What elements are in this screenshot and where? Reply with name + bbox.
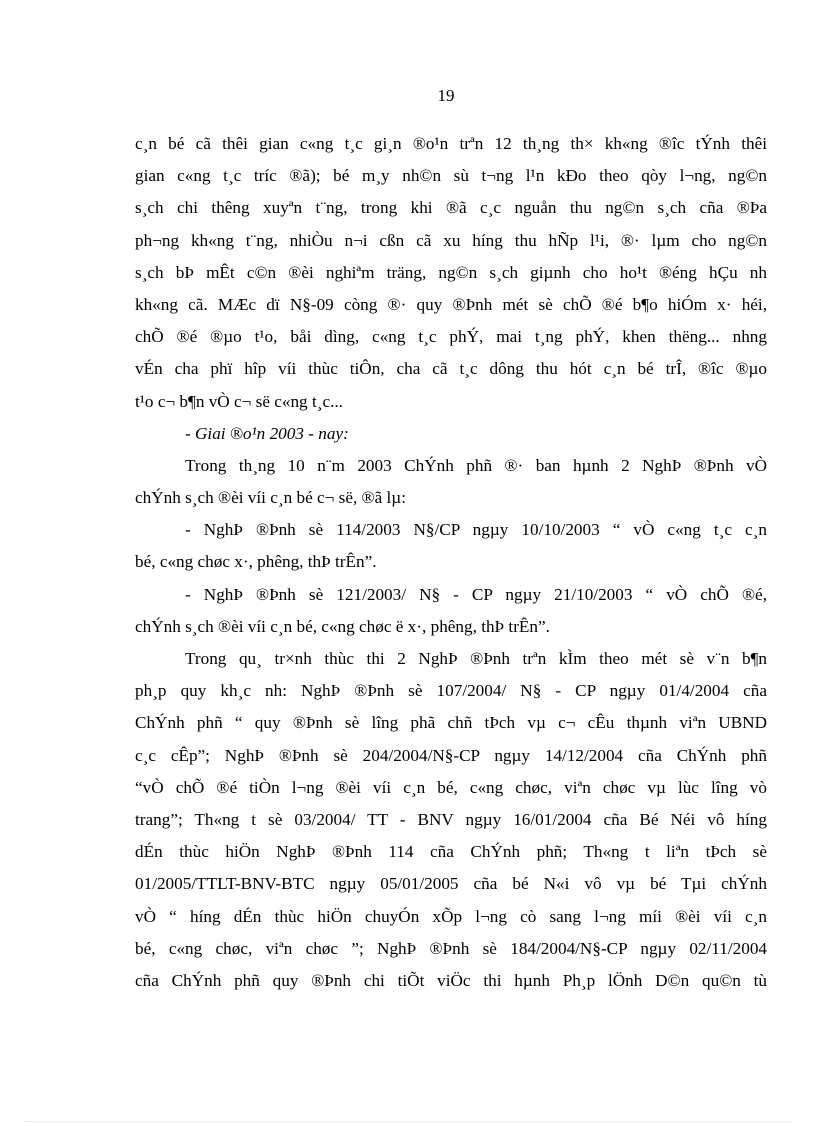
text-line: c¸c cÊp”; NghÞ ®Þnh sè 204/2004/N§-CP ngµy 14/12/2004 cña ChÝnh phñ <box>135 745 767 765</box>
text-line: bé, c«ng chøc x·, phêng, thÞ trÊn”. <box>135 552 377 572</box>
text-line: s¸ch chi thêng xuyªn t¨ng, trong khi ®ã c¸c nguån thu ng©n s¸ch cña ®Þa <box>135 198 767 218</box>
text-line: gian c«ng t¸c tríc ®ã); bé m¸y nh©n sù t¬ng l¹n kÐo theo qòy l¬ng, ng©n <box>135 166 767 186</box>
text-line: chÝnh s¸ch ®èi víi c¸n bé c¬ së, ®ã lµ: <box>135 488 406 508</box>
text-line: cña ChÝnh phñ quy ®Þnh chi tiÕt viÖc thi hµnh Ph¸p lÖnh D©n qu©n tù <box>135 970 767 990</box>
text-line: bé, c«ng chøc, viªn chøc ”; NghÞ ®Þnh sè 184/2004/N§-CP ngµy 02/11/2004 <box>135 938 767 958</box>
text-line: ph¬ng kh«ng t¨ng, nhiÒu n¬i cßn cã xu híng thu hÑp l¹i, ®· lµm cho ng©n <box>135 230 767 250</box>
text-line: c¸n bé cã thêi gian c«ng t¸c gi¸n ®o¹n trªn 12 th¸ng th× kh«ng ®îc tÝnh thêi <box>135 134 767 153</box>
text-line: chÝnh s¸ch ®èi víi c¸n bé, c«ng chøc ë x·, phêng, thÞ trÊn”. <box>135 616 550 636</box>
page-bottom-divider <box>24 1121 792 1122</box>
text-line: t¹o c¬ b¶n vÒ c¬ së c«ng t¸c... <box>135 391 343 411</box>
text-line: kh«ng cã. MÆc dï N§-09 còng ®· quy ®Þnh mét sè chÕ ®é b¶o hiÓm x· héi, <box>135 294 767 314</box>
page-number: 19 <box>437 86 455 105</box>
text-line: 01/2005/TTLT-BNV-BTC ngµy 05/01/2005 cña bé N«i vô vµ bé Tµi chÝnh <box>135 874 767 894</box>
text-line: trang”; Th«ng t sè 03/2004/ TT - BNV ngµy 16/01/2004 cña Bé Néi vô híng <box>135 809 767 829</box>
text-line: Trong qu¸ tr×nh thùc thi 2 NghÞ ®Þnh trªn kÌm theo mét sè v¨n b¶n <box>185 649 767 668</box>
text-line: “vÒ chÕ ®é tiÒn l¬ng ®èi víi c¸n bé, c«ng chøc, viªn chøc vµ lùc lîng vò <box>135 777 767 797</box>
text-line: vÉn cha phï hîp víi thùc tiÔn, cha cã t¸c dông thu hót c¸n bé trÎ, ®îc ®µo <box>135 359 767 379</box>
section-heading: - Giai ®o¹n 2003 - nay: <box>185 423 349 443</box>
text-line: chÕ ®é ®µo t¹o, båi dìng, c«ng t¸c phÝ, mai t¸ng phÝ, khen thëng... nhng <box>135 327 767 347</box>
text-line: s¸ch bÞ mÊt c©n ®èi nghiªm träng, ng©n s¸ch giµnh cho ho¹t ®éng hÇu nh <box>135 262 767 282</box>
text-line: vÒ “ híng dÉn thùc hiÖn chuyÓn xÕp l¬ng cò sang l¬ng míi ®èi víi c¸n <box>135 906 767 926</box>
text-line: ChÝnh phñ “ quy ®Þnh sè lîng phã chñ tÞch vµ c¬ cÊu thµnh viªn UBND <box>135 713 767 733</box>
text-line: dÉn thùc hiÖn NghÞ ®Þnh 114 cña ChÝnh phñ; Th«ng t liªn tÞch sè <box>135 842 767 862</box>
text-line: - NghÞ ®Þnh sè 121/2003/ N§ - CP ngµy 21/10/2003 “ vÒ chÕ ®é, <box>185 584 767 604</box>
text-line: ph¸p quy kh¸c nh: NghÞ ®Þnh sè 107/2004/ N§ - CP ngµy 01/4/2004 cña <box>135 681 767 701</box>
body-text <box>135 128 767 997</box>
text-line: - NghÞ ®Þnh sè 114/2003 N§/CP ngµy 10/10/2003 “ vÒ c«ng t¸c c¸n <box>185 520 767 540</box>
text-line: Trong th¸ng 10 n¨m 2003 ChÝnh phñ ®· ban hµnh 2 NghÞ ®Þnh vÒ <box>185 455 767 475</box>
